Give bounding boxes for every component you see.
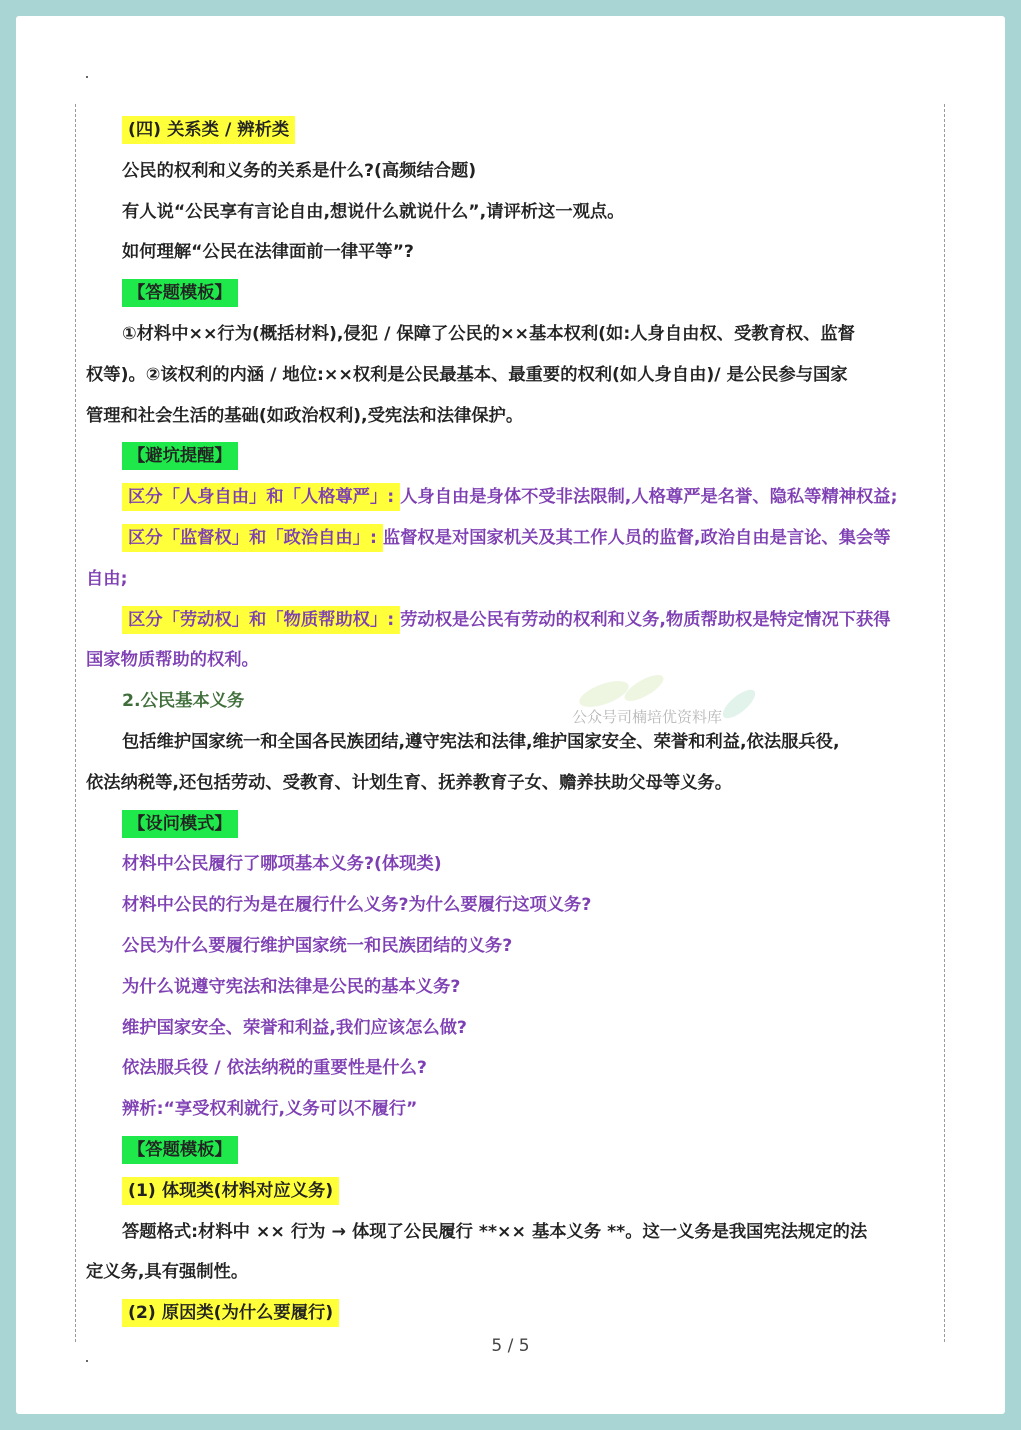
subheading-embodiment: (1) 体现类(材料对应义务) (122, 1177, 339, 1205)
tag-answer-template: 【答题模板】 (122, 279, 238, 307)
tag-question-mode: 【设问模式】 (122, 810, 238, 838)
question-item: 为什么说遵守宪法和法律是公民的基本义务? (122, 976, 461, 997)
question-line: 如何理解“公民在法律面前一律平等”? (122, 242, 414, 263)
distinction-cont: 国家物质帮助的权利。 (86, 650, 259, 671)
distinction-label: 区分「人身自由」和「人格尊严」: (122, 483, 400, 511)
distinction-text: 劳动权是公民有劳动的权利和义务,物质帮助权是特定情况下获得 (400, 609, 891, 630)
right-margin-rule (944, 104, 945, 1342)
distinction-cont: 自由; (86, 568, 128, 589)
corner-mark (86, 76, 88, 78)
page-sheet (16, 16, 1005, 1414)
answer-text: 权等)。②该权利的内涵 / 地位:××权利是公民最基本、最重要的权利(如人身自由)/ 是公民参与国家 (86, 364, 848, 385)
answer-text: ①材料中××行为(概括材料),侵犯 / 保障了公民的××基本权利(如:人身自由权、受教育权、监督 (122, 323, 855, 344)
subheading-reason: (2) 原因类(为什么要履行) (122, 1299, 339, 1327)
question-item: 依法服兵役 / 依法纳税的重要性是什么? (122, 1058, 427, 1079)
duty-text: 依法纳税等,还包括劳动、受教育、计划生育、抚养教育子女、赡养扶助父母等义务。 (86, 772, 732, 793)
format-text: 答题格式:材料中 ×× 行为 → 体现了公民履行 **×× 基本义务 **。这一义务是我国宪法规定的法 (122, 1221, 868, 1242)
document-body (86, 110, 938, 1334)
distinction-line (86, 477, 938, 518)
answer-text: 管理和社会生活的基础(如政治权利),受宪法和法律保护。 (86, 405, 524, 426)
distinction-text: 监督权是对国家机关及其工作人员的监督,政治自由是言论、集会等 (382, 527, 891, 548)
corner-mark (86, 1360, 88, 1362)
question-line: 公民的权利和义务的关系是什么?(高频结合题) (122, 160, 477, 181)
question-item: 辨析:“享受权利就行,义务可以不履行” (122, 1099, 418, 1120)
question-item: 维护国家安全、荣誉和利益,我们应该怎么做? (122, 1017, 467, 1038)
tag-pitfall: 【避坑提醒】 (122, 442, 238, 470)
distinction-label: 区分「劳动权」和「物质帮助权」: (122, 606, 400, 634)
tag-answer-template-2: 【答题模板】 (122, 1136, 238, 1164)
left-margin-rule (75, 104, 76, 1342)
section-title-duties: 2.公民基本义务 (122, 691, 245, 712)
distinction-text: 人身自由是身体不受非法限制,人格尊严是名誉、隐私等精神权益; (400, 487, 898, 508)
question-item: 材料中公民履行了哪项基本义务?(体现类) (122, 854, 442, 875)
duty-text: 包括维护国家统一和全国各民族团结,遵守宪法和法律,维护国家安全、荣誉和利益,依法服兵役, (122, 731, 840, 752)
format-text: 定义务,具有强制性。 (86, 1262, 249, 1283)
question-line: 有人说“公民享有言论自由,想说什么就说什么”,请评析这一观点。 (122, 201, 625, 222)
distinction-line (86, 518, 938, 559)
page-number: 5 / 5 (491, 1336, 530, 1356)
distinction-label: 区分「监督权」和「政治自由」: (122, 524, 383, 552)
question-item: 公民为什么要履行维护国家统一和民族团结的义务? (122, 935, 513, 956)
question-item: 材料中公民的行为是在履行什么义务?为什么要履行这项义务? (122, 895, 592, 916)
distinction-line (86, 600, 938, 641)
watermark-text: 公众号司楠培优资料库 (572, 708, 723, 726)
section-heading-relation: (四) 关系类 / 辨析类 (122, 116, 295, 144)
